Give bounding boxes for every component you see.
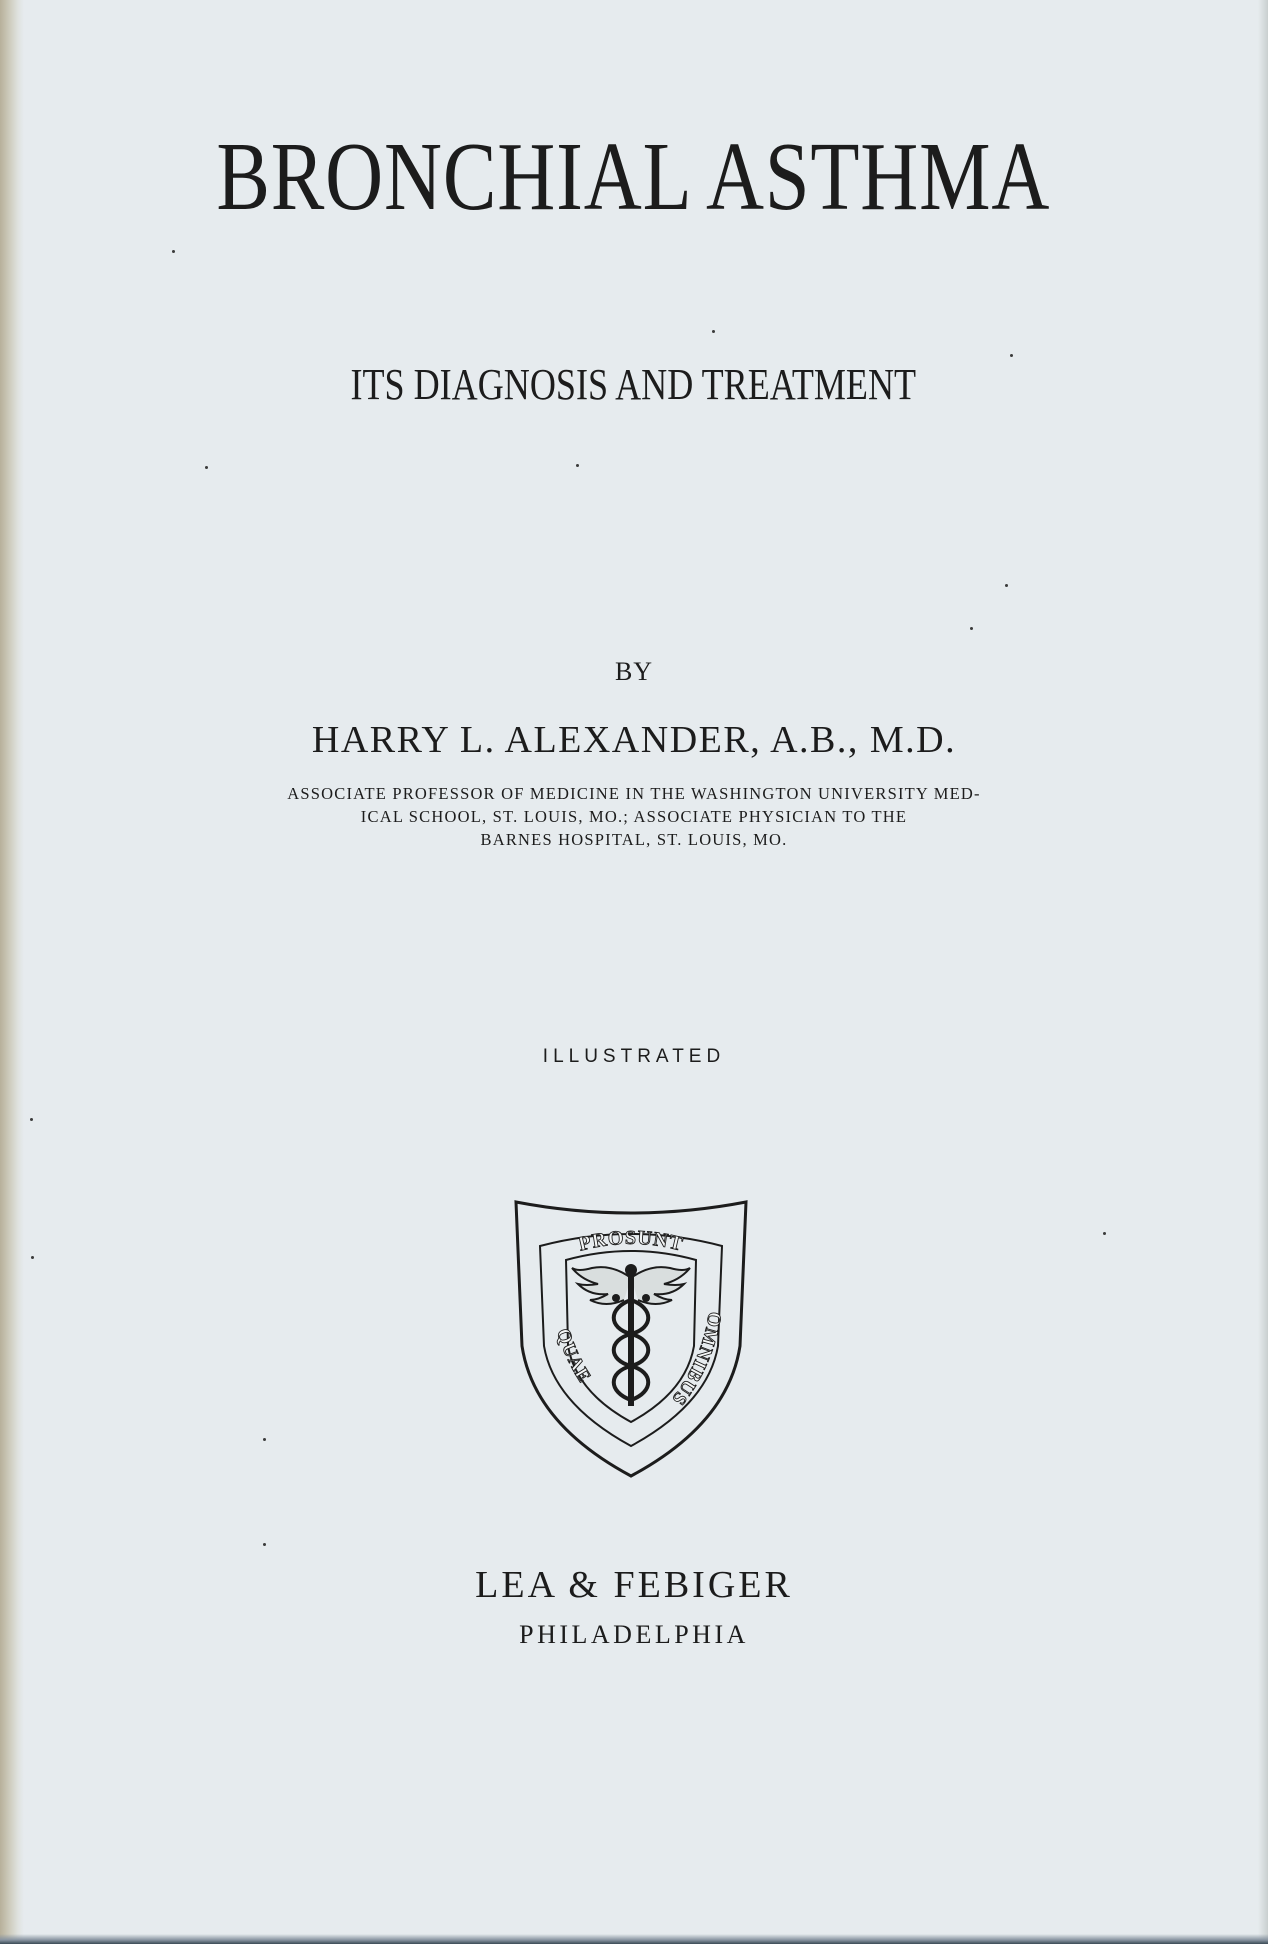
motto-right: OMNIBUS	[667, 1310, 726, 1410]
author-affiliation	[0, 782, 1268, 851]
by-line: BY	[614, 657, 654, 686]
illustrated-note: ILLUSTRATED	[542, 1046, 726, 1067]
book-subtitle: ITS DIAGNOSIS AND TREATMENT	[350, 360, 917, 409]
paper-speck	[1103, 1232, 1106, 1235]
page-right-edge	[1258, 0, 1268, 1944]
affiliation-line: BARNES HOSPITAL, ST. LOUIS, MO.	[480, 830, 788, 849]
book-title: BRONCHIAL ASTHMA	[216, 123, 1051, 231]
paper-speck	[576, 464, 579, 467]
svg-text:QUAE	[552, 1326, 595, 1387]
motto-left: QUAE	[552, 1326, 596, 1388]
publisher-city: PHILADELPHIA	[519, 1620, 749, 1649]
paper-speck	[263, 1543, 266, 1546]
caduceus-shield-icon	[512, 1196, 750, 1480]
motto-top: PROSUNT	[576, 1226, 686, 1256]
author-name: HARRY L. ALEXANDER, A.B., M.D.	[311, 719, 957, 761]
paper-speck	[970, 627, 973, 630]
page-bottom-edge	[0, 1934, 1268, 1944]
paper-speck	[172, 250, 175, 253]
paper-speck	[712, 330, 715, 333]
publisher-name: LEA & FEBIGER	[475, 1564, 793, 1606]
paper-speck	[263, 1438, 266, 1441]
paper-speck	[1010, 354, 1013, 357]
affiliation-line: ICAL SCHOOL, ST. LOUIS, MO.; ASSOCIATE PHYSICIAN TO THE	[360, 807, 908, 826]
page-binding-edge	[0, 0, 24, 1944]
paper-speck	[31, 1256, 34, 1259]
paper-speck	[205, 466, 208, 469]
paper-speck	[1005, 584, 1008, 587]
paper-speck	[30, 1118, 33, 1121]
affiliation-line: ASSOCIATE PROFESSOR OF MEDICINE IN THE WASHINGTON UNIVERSITY MED-	[287, 784, 981, 803]
